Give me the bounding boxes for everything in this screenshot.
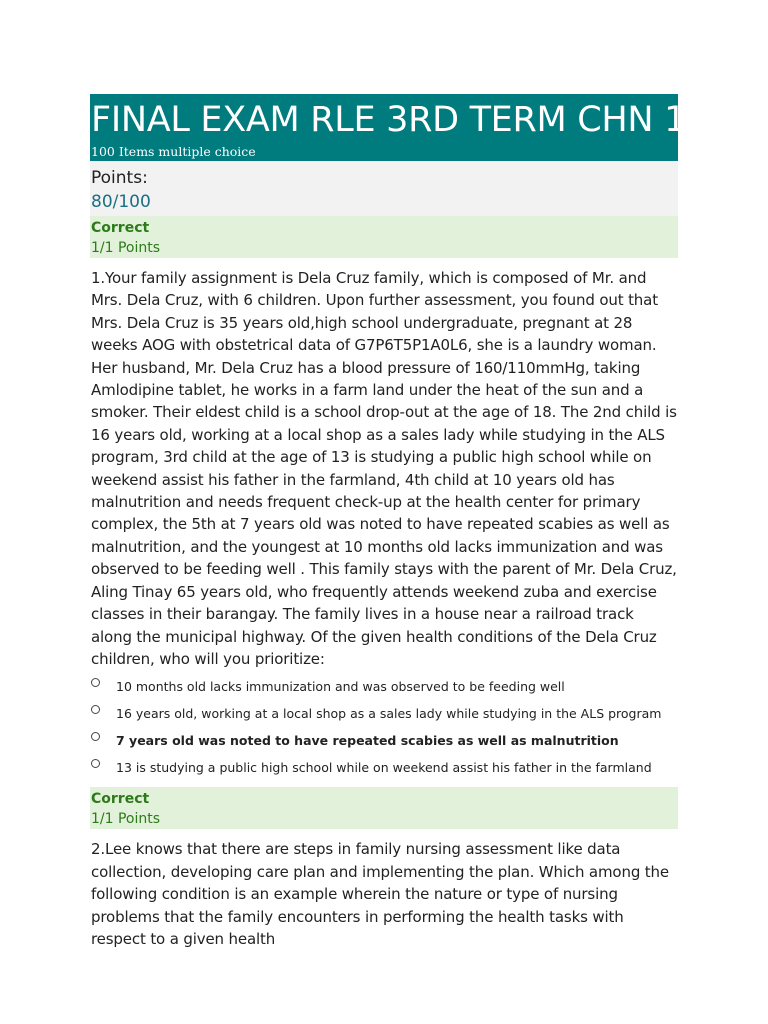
question-text: 1.Your family assignment is Dela Cruz family, which is composed of Mr. and Mrs. Dela Cruz, with 6 children. Upon further assessment, you found out that Mrs. Dela Cruz is 35 years old,high school undergraduate, pregnant at 28 weeks AOG with obstetrical data of G7P6T5P1A0L6, she is a laundry woman. Her husband, Mr. Dela Cruz has a blood pressure of 160/110mmHg, taking Amlodipine tablet, he works in a farm land under the heat of the sun and a smoker. Their eldest child is a school drop-out at the age of 18. The 2nd child is 16 years old, working at a local shop as a sales lady while studying in the ALS program, 3rd child at the age of 13 is studying a public high school while on weekend assist his father in the farmland, 4th child at 10 years old has malnutrition and needs frequent check-up at the health center for primary complex, the 5th at 7 years old was noted to have repeated scabies as well as malnutrition, and the youngest at 10 months old lacks immunization and was observed to be feeding well . This family stays with the parent of Mr. Dela Cruz, Aling Tinay 65 years old, who frequently attends weekend zuba and exercise classes in their barangay. The family lives in a house near a railroad track along the municipal highway. Of the given health conditions of the Dela Cruz children, who will you prioritize: [91, 269, 677, 668]
answer-option[interactable] [90, 754, 678, 781]
radio-button-icon[interactable] [91, 732, 100, 741]
answer-option-selected[interactable] [90, 727, 678, 754]
answer-option-label: 7 years old was noted to have repeated scabies as well as malnutrition [116, 733, 619, 749]
score-value: 80/100 [91, 192, 151, 212]
answer-option[interactable] [90, 700, 678, 727]
answer-option-label: 13 is studying a public high school while on weekend assist his father in the farmland [116, 760, 652, 776]
result-points: 1/1 Points [91, 811, 161, 828]
answer-options [90, 673, 678, 781]
result-points: 1/1 Points [91, 240, 161, 256]
answer-option-label: 10 months old lacks immunization and was observed to be feeding well [116, 679, 565, 695]
question-text: 2.Lee knows that there are steps in family nursing assessment like data collection, developing care plan and implementing the plan. Which among the following condition is an example wherein the nature or type of nursing problems that the family encounters in performing the health tasks with respect to a given health [91, 840, 669, 948]
answer-option[interactable] [90, 673, 678, 700]
score-panel [90, 161, 678, 216]
exam-page [90, 94, 687, 950]
radio-button-icon[interactable] [91, 759, 100, 768]
exam-subtitle: 100 Items multiple choice [91, 144, 256, 159]
question-result-banner [90, 216, 678, 258]
exam-title: FINAL EXAM RLE 3RD TERM CHN 1 [91, 100, 687, 140]
score-label: Points: [91, 168, 148, 188]
radio-button-icon[interactable] [91, 678, 100, 687]
radio-button-icon[interactable] [91, 705, 100, 714]
result-status: Correct [91, 791, 150, 808]
exam-header [90, 94, 687, 161]
answer-option-label: 16 years old, working at a local shop as a sales lady while studying in the ALS program [116, 706, 662, 722]
result-status: Correct [91, 220, 150, 236]
question-result-banner [90, 787, 678, 829]
